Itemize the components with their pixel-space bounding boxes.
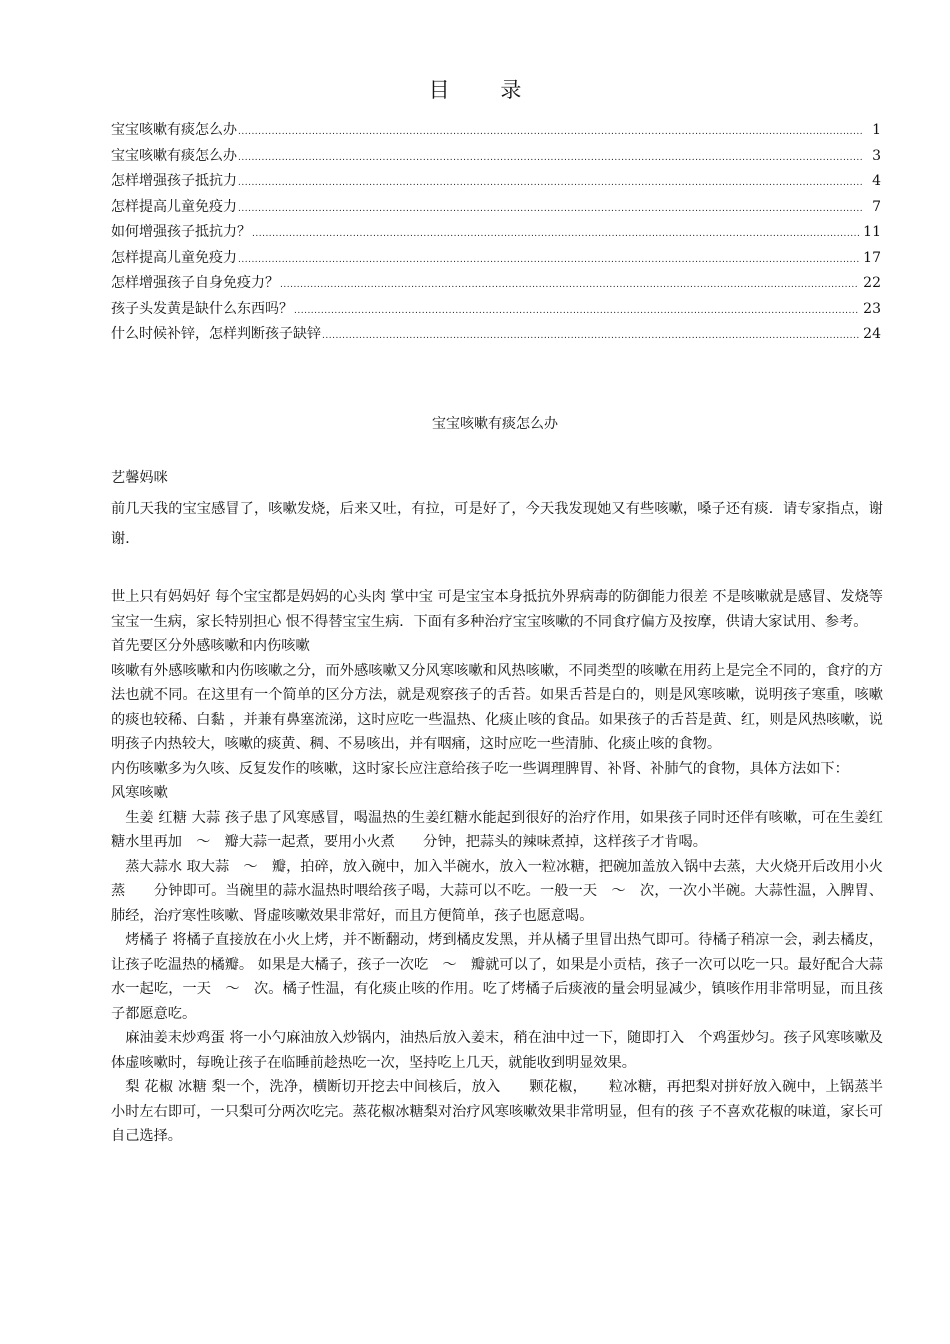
toc-entry[interactable] (111, 144, 881, 170)
toc-leader-dots (238, 120, 863, 146)
section-heading: 首先要区分外感咳嗽和内伤咳嗽 (111, 638, 310, 654)
toc-entry[interactable] (111, 169, 881, 195)
toc-leader-dots (252, 222, 859, 248)
toc-entry-text: 怎样提高儿童免疫力 (111, 198, 237, 215)
remedy-paragraph: 麻油姜末炒鸡蛋 将一小勺麻油放入炒锅内，油热后放入姜末，稍在油中过一下，随即打入 个鸡蛋炒匀。孩子风寒咳嗽及体虚咳嗽时，每晚让孩子在临睡前趁热吃一次，坚持吃上几天，就能收到明显效果。 (111, 1030, 883, 1071)
toc-title: 目 录 (428, 78, 544, 102)
toc-entry[interactable] (111, 322, 881, 348)
toc-leader-dots (238, 197, 863, 223)
article-author: 艺馨妈咪 (111, 470, 168, 486)
remedy-paragraph: 梨 花椒 冰糖 梨一个，洗净，横断切开挖去中间核后，放入 颗花椒， 粒冰糖，再把梨对拼好放入碗中，上锅蒸半小时左右即可，一只梨可分两次吃完。蒸花椒冰糖梨对治疗风寒咳嗽效果非常明显，但有的孩 子不喜欢花椒的味道，家长可自己选择。 (111, 1079, 883, 1144)
remedy-paragraph: 生姜 红糖 大蒜 孩子患了风寒感冒，喝温热的生姜红糖水能起到很好的治疗作用，如果孩子同时还伴有咳嗽，可在生姜红糖水里再加 ～ 瓣大蒜一起煮，要用小火煮 分钟，把蒜头的辣味煮掉，这样孩子才肯喝。 (111, 809, 883, 850)
article-body (111, 585, 926, 1149)
toc-entry-page: 23 (863, 300, 881, 317)
toc-leader-dots (294, 299, 859, 325)
toc-leader-dots (280, 273, 859, 299)
toc-entry[interactable] (111, 195, 881, 221)
toc-entry-page: 11 (863, 224, 881, 240)
remedy-paragraph: 蒸大蒜水 取大蒜 ～ 瓣，拍碎，放入碗中，加入半碗水，放入一粒冰糖，把碗加盖放入锅中去蒸，大火烧开后改用小火蒸 分钟即可。当碗里的蒜水温热时喂给孩子喝，大蒜可以不吃。一般一天 ～ 次，一次小半碗。大蒜性温，入脾胃、肺经，治疗寒性咳嗽、肾虚咳嗽效果非常好，而且方便简单，孩子也愿意喝。 (111, 858, 883, 924)
toc-entry-page: 17 (863, 249, 881, 266)
paragraph: 内伤咳嗽多为久咳、反复发作的咳嗽，这时家长应注意给孩子吃一些调理脾胃、补肾、补肺气的食物，具体方法如下： (111, 760, 849, 777)
toc-entry-page: 7 (872, 198, 881, 215)
toc-entry-text: 如何增强孩子抵抗力？ (111, 224, 251, 240)
toc-entry-text: 宝宝咳嗽有痰怎么办 (111, 122, 237, 138)
toc-entry-page: 3 (872, 147, 881, 164)
toc-entry-text: 怎样增强孩子抵抗力 (111, 173, 237, 189)
toc-entry-text: 宝宝咳嗽有痰怎么办 (111, 147, 237, 164)
toc-entry[interactable] (111, 246, 881, 272)
toc-entry-text: 孩子头发黄是缺什么东西吗？ (111, 300, 293, 317)
toc-entry[interactable] (111, 297, 881, 323)
toc-entry[interactable] (111, 220, 881, 246)
toc-entry-text: 怎样提高儿童免疫力 (111, 249, 237, 266)
section-heading: 风寒咳嗽 (111, 785, 168, 801)
table-of-contents (111, 118, 881, 348)
toc-entry-text: 怎样增强孩子自身免疫力？ (111, 275, 279, 291)
toc-entry-page: 4 (872, 173, 881, 189)
paragraph-intro: 世上只有妈妈好 每个宝宝都是妈妈的心头肉 掌中宝 可是宝宝本身抵抗外界病毒的防御能力很差 不是咳嗽就是感冒、发烧等 宝宝一生病，家长特别担心 恨不得替宝宝生病．下面有多种治疗宝宝咳嗽的不同食疗偏方及按摩，供请大家试用、参考。 (111, 589, 926, 630)
toc-entry-text: 什么时候补锌，怎样判断孩子缺锌 (111, 326, 321, 342)
toc-entry-page: 24 (863, 326, 881, 342)
toc-entry[interactable] (111, 271, 881, 297)
toc-entry-page: 22 (863, 275, 881, 291)
paragraph: 咳嗽有外感咳嗽和内伤咳嗽之分，而外感咳嗽又分风寒咳嗽和风热咳嗽，不同类型的咳嗽在用药上是完全不同的，食疗的方法也就不同。在这里有一个简单的区分方法，就是观察孩子的舌苔。如果舌苔是白的，则是风寒咳嗽，说明孩子寒重，咳嗽的痰也较稀、白黏 ，并兼有鼻塞流涕，这时应吃一些温热、化痰止咳的食品。如果孩子的舌苔是黄、红，则是风热咳嗽，说明孩子内热较大，咳嗽的痰黄、稠、不易咳出，并有咽痛，这时应吃一些清肺、化痰止咳的食物。 (111, 662, 883, 752)
toc-leader-dots (322, 324, 859, 350)
remedy-paragraph: 烤橘子 将橘子直接放在小火上烤，并不断翻动，烤到橘皮发黑，并从橘子里冒出热气即可。待橘子稍凉一会，剥去橘皮，让孩子吃温热的橘瓣。 如果是大橘子，孩子一次吃 ～ 瓣就可以了，如果是小贡桔，孩子一次可以吃一只。最好配合大蒜水一起吃，一天 ～ 次。橘子性温，有化痰止咳的作用。吃了烤橘子后痰液的量会明显减少，镇咳作用非常明显，而且孩子都愿意吃。 (111, 932, 883, 1022)
article-title: 宝宝咳嗽有痰怎么办 (432, 416, 558, 432)
article-question: 前几天我的宝宝感冒了，咳嗽发烧，后来又吐，有拉，可是好了，今天我发现她又有些咳嗽，嗓子还有痰．请专家指点，谢谢． (111, 501, 883, 547)
toc-leader-dots (238, 171, 863, 197)
toc-entry-page: 1 (872, 122, 881, 138)
toc-leader-dots (238, 248, 859, 274)
toc-entry[interactable] (111, 118, 881, 144)
toc-leader-dots (238, 146, 863, 172)
